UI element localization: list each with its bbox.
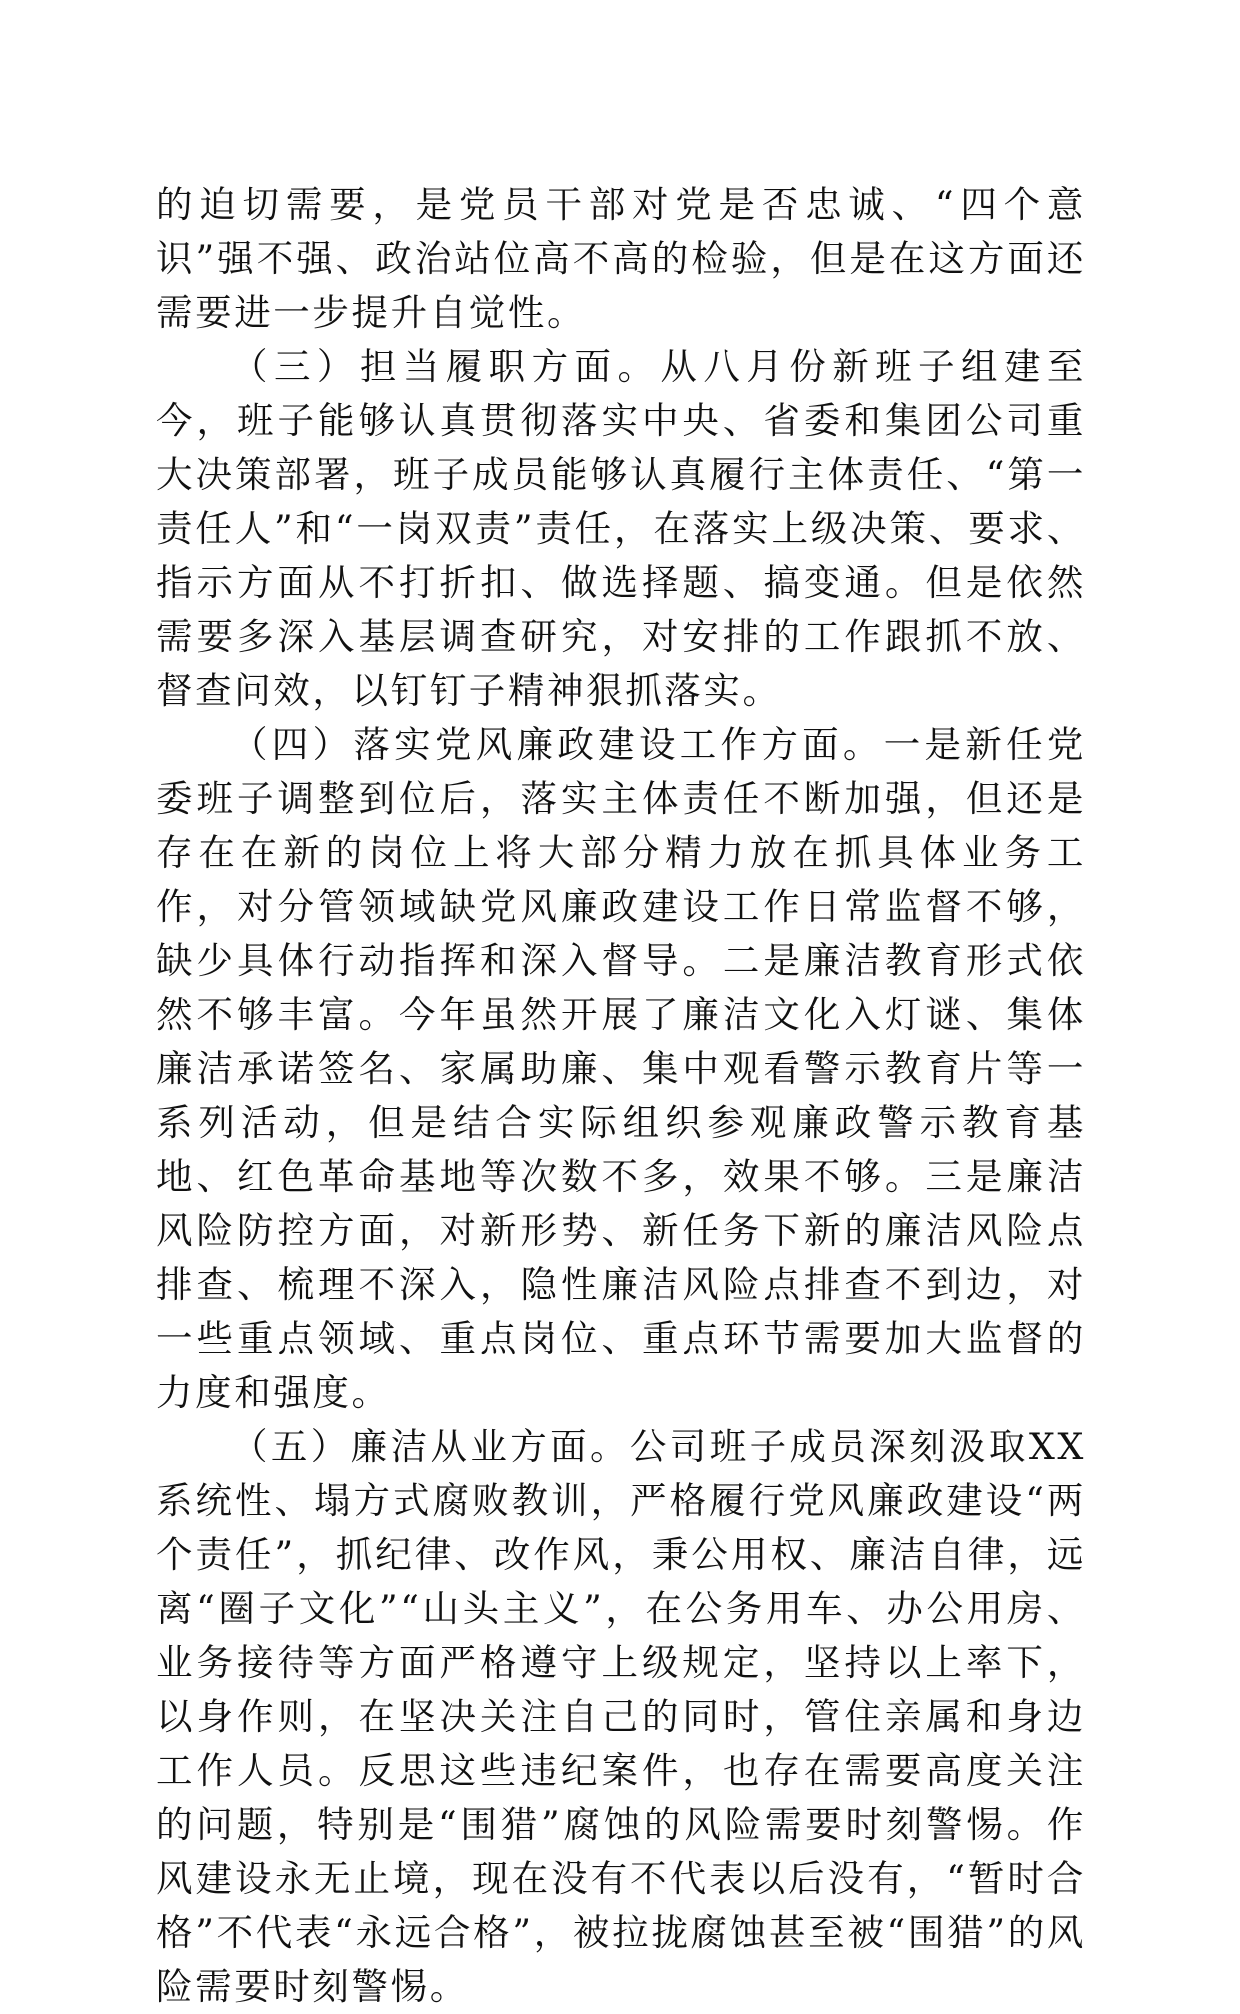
paragraph-section-five: （五）廉洁从业方面。公司班子成员深刻汲取XX系统性、塌方式腐败教训，严格履行党风廉政建设“两个责任”，抓纪律、改作风，秉公用权、廉洁自律，远离“圈子文化”“山头主义”，在公务用车、办公用房、业务接待等方面严格遵守上级规定，坚持以上率下，以身作则，在坚决关注自己的同时，管住亲属和身边工作人员。反思这些违纪案件，也存在需要高度关注的问题，特别是“围猎”腐蚀的风险需要时刻警惕。作风建设永无止境，现在没有不代表以后没有，“暂时合格”不代表“永远合格”，被拉拢腐蚀甚至被“围猎”的风险需要时刻警惕。 [156,1425,1086,2008]
paragraph-continuation: 的迫切需要，是党员干部对党是否忠诚、“四个意识”强不强、政治站位高不高的检验，但是在这方面还需要进一步提升自觉性。 [156,183,1086,334]
paragraph-section-four: （四）落实党风廉政建设工作方面。一是新任党委班子调整到位后，落实主体责任不断加强，但还是存在在新的岗位上将大部分精力放在抓具体业务工作，对分管领域缺党风廉政建设工作日常监督不够，缺少具体行动指挥和深入督导。二是廉洁教育形式依然不够丰富。今年虽然开展了廉洁文化入灯谜、集体廉洁承诺签名、家属助廉、集中观看警示教育片等一系列活动，但是结合实际组织参观廉政警示教育基地、红色革命基地等次数不多，效果不够。三是廉洁风险防控方面，对新形势、新任务下新的廉洁风险点排查、梳理不深入，隐性廉洁风险点排查不到边，对一些重点领域、重点岗位、重点环节需要加大监督的力度和强度。 [156,723,1086,1414]
document-body [156,178,1086,2014]
paragraph-section-three: （三）担当履职方面。从八月份新班子组建至今，班子能够认真贯彻落实中央、省委和集团公司重大决策部署，班子成员能够认真履行主体责任、“第一责任人”和“一岗双责”责任，在落实上级决策、要求、指示方面从不打折扣、做选择题、搞变通。但是依然需要多深入基层调查研究，对安排的工作跟抓不放、督查问效，以钉钉子精神狠抓落实。 [156,345,1086,712]
